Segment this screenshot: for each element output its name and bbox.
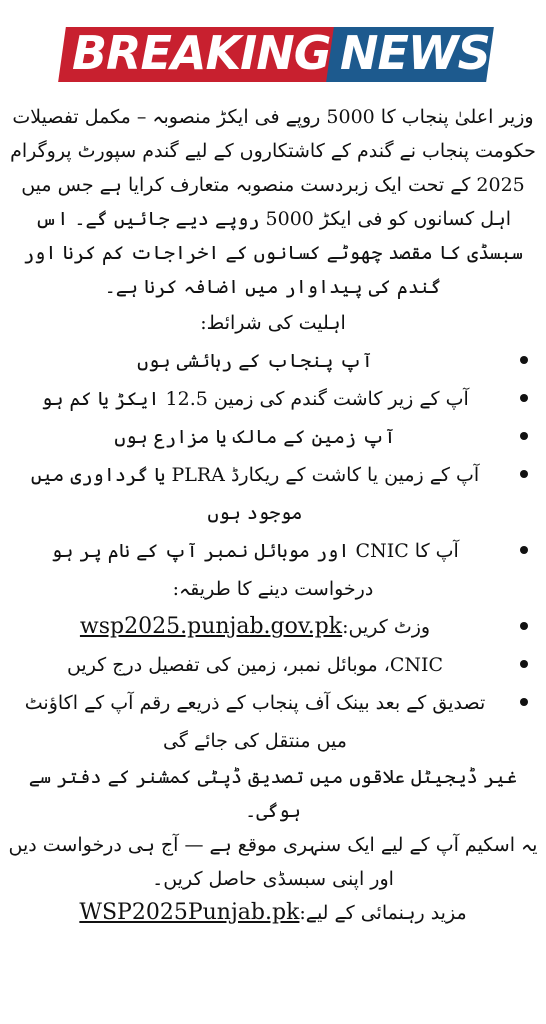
article-intro: حکومت پنجاب نے گندم کے کاشتکاروں کے لیے گندم سپورٹ پروگرام 2025 کے تحت ایک زبردست منصوبہ متعارف کرایا ہے جس میں اہل کسانوں کو فی ایکڑ 5000 روپے دیے جائیں گے۔ اس سبسڈی کا مقصد چھوٹے کسانوں کے اخراجات کم کرنا اور گندم کی پیداوار میں اضافہ کرنا ہے۔ <box>10 140 536 298</box>
bullet-icon <box>520 660 528 668</box>
more-guidance: مزید رہنمائی کے لیے:WSP2025Punjab.pk <box>79 900 467 925</box>
banner-word-news: NEWS <box>340 26 490 80</box>
list-item: وزٹ کریں:wsp2025.punjab.gov.pk <box>0 608 546 646</box>
list-item: تصدیق کے بعد بینک آف پنجاب کے ذریعے رقم آپ کے اکاؤنٹ میں منتقل کی جائے گی <box>0 684 546 760</box>
list-item: CNIC، موبائل نمبر، زمین کی تفصیل درج کریں <box>0 646 546 684</box>
eligibility-heading: اہلیت کی شرائط: <box>200 312 346 334</box>
bullet-icon <box>520 356 528 364</box>
apply-website-link[interactable]: wsp2025.punjab.gov.pk <box>79 614 343 639</box>
bullet-icon <box>520 432 528 440</box>
closing-text: یہ اسکیم آپ کے لیے ایک سنہری موقع ہے — آج ہی درخواست دیں اور اپنی سبسڈی حاصل کریں۔ <box>8 834 538 890</box>
bullet-icon <box>520 546 528 554</box>
bullet-icon <box>520 394 528 402</box>
apply-steps-list <box>0 608 546 760</box>
bullet-icon <box>520 622 528 630</box>
list-item: آپ کے زمین یا کاشت کے ریکارڈ PLRA یا گرداوری میں موجود ہوں <box>0 456 546 532</box>
list-item: آپ پنجاب کے رہائشی ہوں <box>0 342 546 380</box>
article-title: وزیر اعلیٰ پنجاب کا 5000 روپے فی ایکڑ منصوبہ – مکمل تفصیلات <box>12 106 534 128</box>
bullet-icon <box>520 470 528 478</box>
non-digital-note: غیر ڈیجیٹل علاقوں میں تصدیق ڈپٹی کمشنر کے دفتر سے ہوگی۔ <box>28 766 518 822</box>
list-item: آپ کا CNIC اور موبائل نمبر آپ کے نام پر ہو <box>0 532 546 570</box>
article-body <box>0 100 546 930</box>
breaking-news-banner <box>0 0 546 100</box>
list-item: آپ کے زیر کاشت گندم کی زمین 12.5 ایکڑ یا کم ہو <box>0 380 546 418</box>
banner-word-breaking: BREAKING <box>72 26 331 80</box>
list-item: آپ زمین کے مالک یا مزارع ہوں <box>0 418 546 456</box>
bullet-icon <box>520 698 528 706</box>
eligibility-list <box>0 342 546 570</box>
guidance-website-link[interactable]: WSP2025Punjab.pk <box>79 900 300 925</box>
apply-heading: درخواست دینے کا طریقہ: <box>172 578 374 600</box>
